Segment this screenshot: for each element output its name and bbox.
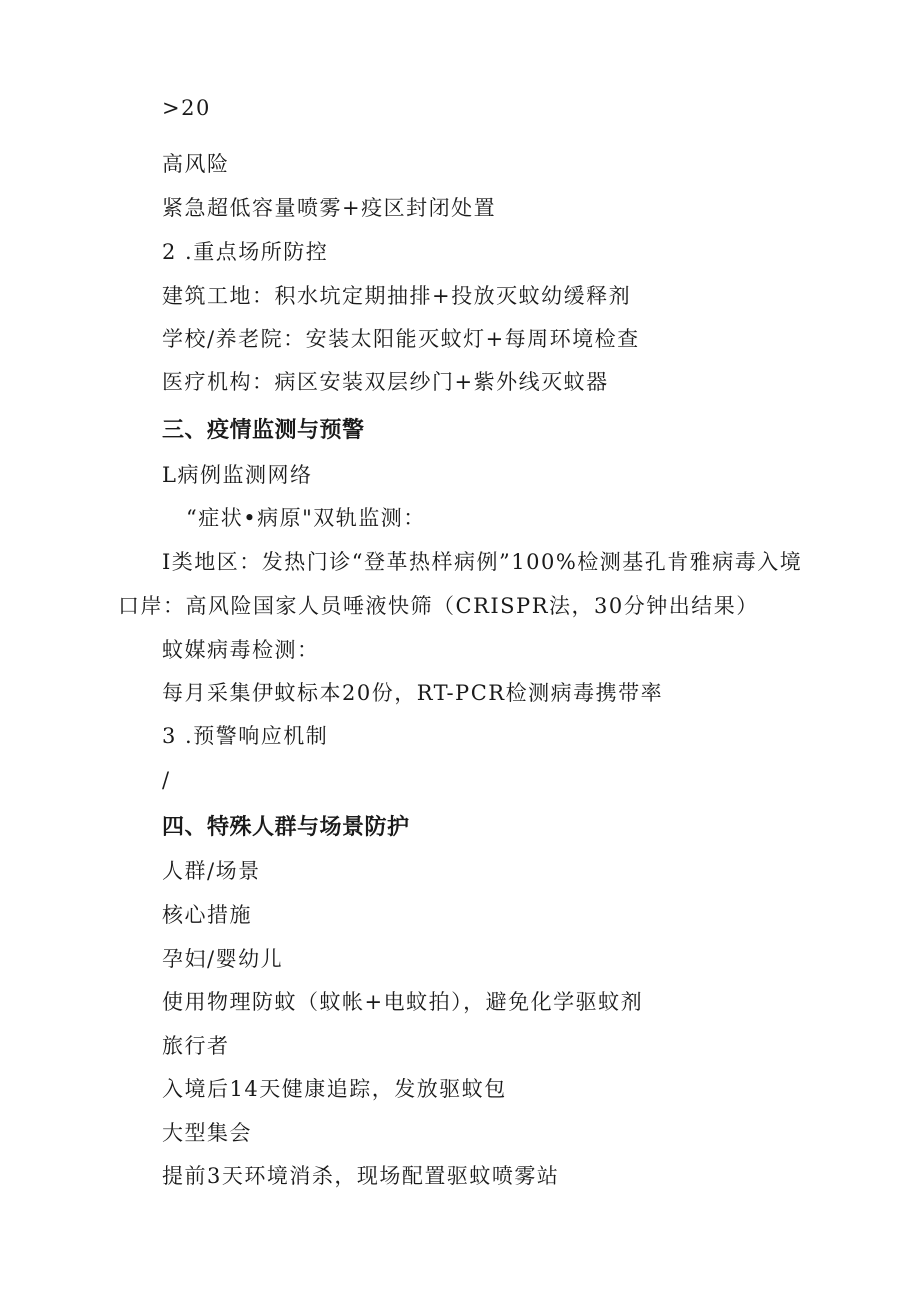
text-line: 入境后14天健康追踪，发放驱蚊包 — [162, 1077, 507, 1101]
text-line: 医疗机构：病区安装双层纱门+紫外线灭蚊器 — [162, 370, 609, 394]
subsection-heading: 3 .预警响应机制 — [162, 724, 329, 748]
subsection-heading: L病例监测网络 — [162, 463, 313, 487]
text-line: 口岸：高风险国家人员唾液快筛（CRISPR法，30分钟出结果） — [118, 594, 759, 618]
text-line: >20 — [162, 96, 211, 120]
text-line: I类地区：发热门诊“登革热样病例”100%检测基孔肯雅病毒入境 — [162, 550, 803, 574]
text-line: 使用物理防蚊（蚊帐+电蚊拍），避免化学驱蚊剂 — [162, 990, 644, 1014]
text-line: 提前3天环境消杀，现场配置驱蚊喷雾站 — [162, 1164, 560, 1188]
text-line: 孕妇/婴幼儿 — [162, 947, 284, 971]
text-line: 紧急超低容量喷雾+疫区封闭处置 — [162, 196, 497, 220]
text-line: 学校/养老院：安装太阳能灭蚊灯+每周环境检查 — [162, 327, 640, 351]
text-line: 高风险 — [162, 152, 230, 176]
text-line: / — [162, 768, 171, 792]
section-heading: 四、特殊人群与场景防护 — [162, 815, 410, 840]
text-line: “症状•病原"双轨监测： — [186, 506, 426, 530]
text-line: 大型集会 — [162, 1121, 252, 1145]
section-heading: 三、疫情监测与预警 — [162, 418, 365, 443]
text-line: 核心措施 — [162, 903, 252, 927]
text-line: 建筑工地：积水坑定期抽排+投放灭蚊幼缓释剂 — [162, 284, 632, 308]
text-line: 人群/场景 — [162, 859, 261, 883]
text-line: 每月采集伊蚊标本20份，RT-PCR检测病毒携带率 — [162, 681, 664, 705]
subsection-heading: 2 .重点场所防控 — [162, 240, 329, 264]
text-line: 旅行者 — [162, 1034, 230, 1058]
text-line: 蚊媒病毒检测： — [162, 638, 320, 662]
